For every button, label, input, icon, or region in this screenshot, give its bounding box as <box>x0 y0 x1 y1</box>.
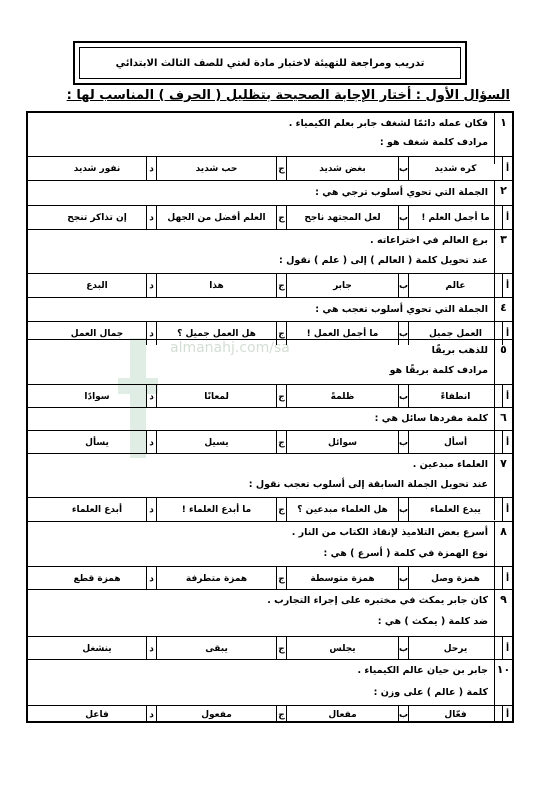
option-letter-d[interactable]: د <box>146 274 156 297</box>
option-letter-a[interactable]: أ <box>502 322 512 345</box>
question-text: برع العالم في اختراعاته . <box>370 235 488 246</box>
question-prompt: كلمة ( عالم ) على وزن : <box>373 687 488 698</box>
option-letter-a[interactable]: أ <box>502 567 512 590</box>
question-number: ٩ <box>494 590 512 659</box>
question-number: ٢ <box>494 181 512 230</box>
question-sheet <box>26 111 514 723</box>
option-letter-d[interactable]: د <box>146 322 156 345</box>
option-letter-a[interactable]: أ <box>502 157 512 180</box>
option-letter-a[interactable]: أ <box>502 431 512 454</box>
option-c[interactable]: حب شديد <box>156 157 276 180</box>
options-row <box>28 497 512 521</box>
option-letter-a[interactable]: أ <box>502 498 512 521</box>
option-c[interactable]: هل العمل جميل ؟ <box>156 322 276 345</box>
option-a[interactable]: العمل جميل <box>408 322 502 345</box>
question-number: ٥ <box>494 340 512 408</box>
section-title: السؤال الأول : أختار الإجابة الصحيحة بتظليل ( الحرف ) المناسب لها : <box>66 88 510 103</box>
option-c[interactable]: هذا <box>156 274 276 297</box>
question-3 <box>28 229 512 297</box>
question-number: ٧ <box>494 454 512 520</box>
option-b[interactable]: همزة متوسطة <box>286 567 398 590</box>
option-letter-b[interactable]: ب <box>398 206 408 229</box>
option-b[interactable]: يجلس <box>286 637 398 660</box>
option-letter-a[interactable]: أ <box>502 637 512 660</box>
option-letter-d[interactable]: د <box>146 431 156 454</box>
question-number: ٤ <box>494 298 512 344</box>
option-b[interactable]: لعل المجتهد ناجح <box>286 206 398 229</box>
option-b[interactable]: هل العلماء مبدعين ؟ <box>286 498 398 521</box>
options-row <box>28 566 512 590</box>
option-letter-c[interactable]: ج <box>276 274 286 297</box>
question-5 <box>28 339 512 408</box>
option-a[interactable]: عالم <box>408 274 502 297</box>
question-7 <box>28 453 512 520</box>
option-d[interactable]: أبدع العلماء <box>71 504 123 515</box>
question-number: ٨ <box>494 522 512 590</box>
question-text: الجملة التي تحوي أسلوب ترجي هي : <box>315 187 488 198</box>
option-letter-a[interactable]: أ <box>502 706 512 723</box>
option-letter-c[interactable]: ج <box>276 385 286 408</box>
question-2 <box>28 180 512 230</box>
option-letter-c[interactable]: ج <box>276 498 286 521</box>
question-9 <box>28 589 512 659</box>
option-d[interactable]: البدع <box>86 280 108 291</box>
option-a[interactable]: يبدع العلماء <box>408 498 502 521</box>
options-row <box>28 384 512 408</box>
option-letter-c[interactable]: ج <box>276 567 286 590</box>
option-letter-d[interactable]: د <box>146 706 156 723</box>
option-letter-c[interactable]: ج <box>276 706 286 723</box>
option-d[interactable]: إن تذاكر تنجح <box>67 212 127 223</box>
question-prompt: مرادف كلمة بريقًا هو <box>389 365 488 376</box>
question-text: جابر بن حيان عالم الكيمياء . <box>357 665 488 676</box>
option-letter-d[interactable]: د <box>146 385 156 408</box>
option-letter-b[interactable]: ب <box>398 274 408 297</box>
option-letter-d[interactable]: د <box>146 157 156 180</box>
option-a[interactable]: كره شديد <box>408 157 502 180</box>
option-letter-c[interactable]: ج <box>276 322 286 345</box>
option-b[interactable]: ظلمةً <box>286 385 398 408</box>
option-c[interactable]: يسيل <box>156 431 276 454</box>
option-b[interactable]: جابر <box>286 274 398 297</box>
question-1 <box>28 113 512 174</box>
question-prompt: عند تحويل الجملة السابقة إلى أسلوب تعجب نقول : <box>248 479 488 490</box>
question-number: ١ <box>494 113 512 164</box>
option-letter-a[interactable]: أ <box>502 385 512 408</box>
option-d[interactable]: نفور شديد <box>73 163 121 174</box>
option-d[interactable]: سوادًا <box>84 391 110 402</box>
option-c[interactable]: مفعول <box>156 706 276 723</box>
option-c[interactable]: لمعانًا <box>156 385 276 408</box>
question-text: العلماء مبدعين . <box>412 459 488 470</box>
option-letter-b[interactable]: ب <box>398 706 408 723</box>
option-letter-c[interactable]: ج <box>276 637 286 660</box>
option-letter-b[interactable]: ب <box>398 385 408 408</box>
option-letter-b[interactable]: ب <box>398 498 408 521</box>
option-letter-a[interactable]: أ <box>502 206 512 229</box>
option-a[interactable]: همزة وصل <box>408 567 502 590</box>
options-row <box>28 430 512 454</box>
question-8 <box>28 521 512 590</box>
option-letter-d[interactable]: د <box>146 498 156 521</box>
question-text: فكان عمله دائمًا لشغف جابر بعلم الكيمياء . <box>288 118 488 129</box>
option-d[interactable]: همزة قطع <box>73 573 121 584</box>
option-letter-c[interactable]: ج <box>276 206 286 229</box>
option-d[interactable]: ينشغل <box>82 643 112 654</box>
question-6 <box>28 407 512 453</box>
option-a[interactable]: ما أجمل العلم ! <box>408 206 502 229</box>
option-letter-b[interactable]: ب <box>398 431 408 454</box>
option-a[interactable]: أسأل <box>408 431 502 454</box>
options-row <box>28 705 512 723</box>
options-row <box>28 205 512 229</box>
option-letter-c[interactable]: ج <box>276 157 286 180</box>
option-c[interactable]: يبقى <box>156 637 276 660</box>
option-c[interactable]: ما أبدع العلماء ! <box>156 498 276 521</box>
question-prompt: نوع الهمزة في كلمة ( أسرع ) هي : <box>323 548 488 559</box>
option-letter-b[interactable]: ب <box>398 567 408 590</box>
option-letter-d[interactable]: د <box>146 206 156 229</box>
question-4 <box>28 297 512 344</box>
option-c[interactable]: العلم أفضل من الجهل <box>156 206 276 229</box>
option-a[interactable]: انطفاءً <box>408 385 502 408</box>
question-text: أسرع بعض التلاميذ لإنقاذ الكتاب من النار . <box>291 527 488 538</box>
watermark: almanahj.com/sa <box>170 340 290 356</box>
option-d[interactable]: جمال العمل <box>70 328 124 339</box>
options-row <box>28 636 512 660</box>
options-row <box>28 273 512 297</box>
option-letter-b[interactable]: ب <box>398 322 408 345</box>
question-prompt: مرادف كلمة شغف هو : <box>379 137 488 148</box>
question-10 <box>28 659 512 723</box>
option-b[interactable]: سوائل <box>286 431 398 454</box>
document-title: تدريب ومراجعة للتهيئة لاختبار مادة لغتي للصف الثالث الابتدائي <box>115 57 425 69</box>
question-text: الجملة التي تحوي أسلوب تعجب هي : <box>315 304 488 315</box>
question-prompt: ضد كلمة ( يمكث ) هي : <box>377 616 488 627</box>
option-a[interactable]: يرحل <box>408 637 502 660</box>
question-text: كان جابر يمكث في مختبره على إجراء التجارب . <box>267 595 488 606</box>
header-box <box>73 41 467 85</box>
option-letter-a[interactable]: أ <box>502 274 512 297</box>
option-c[interactable]: همزة متطرفة <box>156 567 276 590</box>
option-a[interactable]: فعّال <box>408 706 502 723</box>
option-b[interactable]: بغض شديد <box>286 157 398 180</box>
option-d[interactable]: يسأل <box>85 437 109 448</box>
option-letter-d[interactable]: د <box>146 567 156 590</box>
question-number: ١٠ <box>494 660 512 723</box>
question-prompt: عند تحويل كلمة ( العالم ) إلى ( علم ) نقول : <box>279 255 488 266</box>
option-letter-b[interactable]: ب <box>398 157 408 180</box>
question-number: ٦ <box>494 408 512 453</box>
option-b[interactable]: مفعال <box>286 706 398 723</box>
option-letter-c[interactable]: ج <box>276 431 286 454</box>
question-text: للذهب بريقًا <box>431 345 488 356</box>
question-number: ٣ <box>494 230 512 297</box>
option-letter-b[interactable]: ب <box>398 637 408 660</box>
option-letter-d[interactable]: د <box>146 637 156 660</box>
options-row <box>28 156 512 180</box>
option-b[interactable]: ما أجمل العمل ! <box>286 322 398 345</box>
option-d[interactable]: فاعل <box>85 709 109 720</box>
question-text: كلمة مفردها سائل هي : <box>374 413 488 424</box>
